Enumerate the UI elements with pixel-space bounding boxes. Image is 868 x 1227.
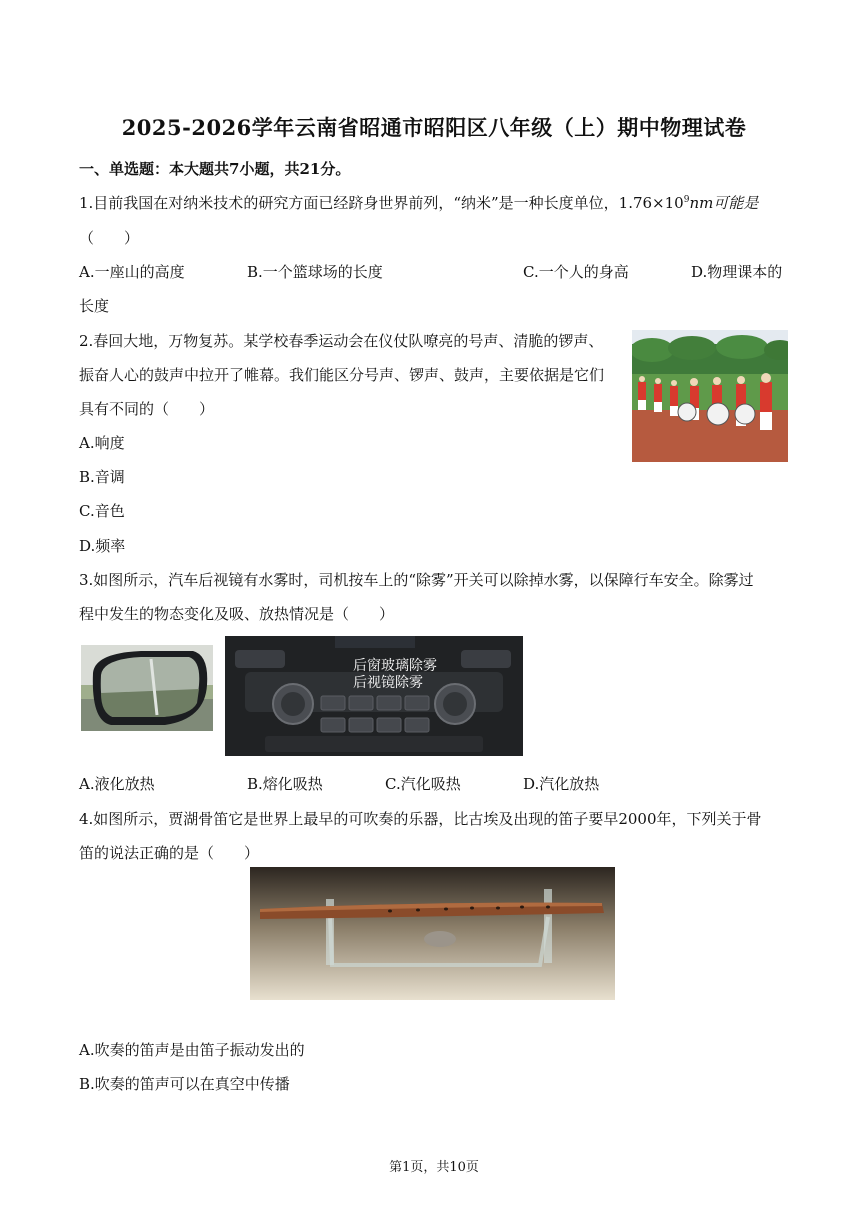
q4-stem-line1: 4.如图所示，贾湖骨笛它是世界上最早的可吹奏的乐器，比古埃及出现的笛子要早2000年，下列关于骨 <box>79 810 762 828</box>
bone-flute-photo <box>250 867 615 1000</box>
q1-option-d: D.物理课本的 <box>691 263 783 281</box>
q2-option-d: D.频率 <box>79 537 126 555</box>
q1-stem-b: nm可能是 <box>689 194 759 212</box>
panel-label-rear-window: 后窗玻璃除雾 <box>353 658 437 674</box>
q3-stem-line1: 3.如图所示，汽车后视镜有水雾时，司机按车上的“除雾”开关可以除掉水雾，以保障行车安全。除雾过 <box>79 571 754 589</box>
q3-option-a: A.液化放热 <box>79 775 155 793</box>
defog-panel-labels <box>353 658 437 692</box>
page-footer: 第1页，共10页 <box>389 1160 479 1175</box>
q3-stem-line2: 程中发生的物态变化及吸、放热情况是（ ） <box>79 605 395 623</box>
q1-stem-a: 1.目前我国在对纳米技术的研究方面已经跻身世界前列，“纳米”是一种长度单位，1.76×10 <box>79 194 684 212</box>
q1-paren: （ ） <box>79 229 140 247</box>
q2-option-a: A.响度 <box>79 434 125 452</box>
q3-option-d: D.汽化放热 <box>523 775 600 793</box>
q1-stem <box>79 192 758 214</box>
q1-option-a: A.一座山的高度 <box>79 263 185 281</box>
q2-stem-line1: 2.春回大地，万物复苏。某学校春季运动会在仪仗队嘹亮的号声、清脆的锣声、 <box>79 332 604 350</box>
side-mirror-photo <box>81 645 213 731</box>
parade-photo <box>632 330 788 462</box>
q2-option-c: C.音色 <box>79 502 125 520</box>
q4-option-b: B.吹奏的笛声可以在真空中传播 <box>79 1075 290 1093</box>
q1-exponent: 9 <box>683 195 690 205</box>
q4-stem-line2: 笛的说法正确的是（ ） <box>79 844 260 862</box>
page-title: 2025-2026学年云南省昭通市昭阳区八年级（上）期中物理试卷 <box>121 115 747 140</box>
q3-option-c: C.汽化吸热 <box>385 775 461 793</box>
panel-label-mirror: 后视镜除雾 <box>353 675 423 691</box>
q2-option-b: B.音调 <box>79 468 125 486</box>
q2-stem-line2: 振奋人心的鼓声中拉开了帷幕。我们能区分号声、锣声、鼓声，主要依据是它们 <box>79 366 605 384</box>
defog-panel-photo <box>225 636 523 756</box>
q4-option-a: A.吹奏的笛声是由笛子振动发出的 <box>79 1041 305 1059</box>
q2-stem-line3: 具有不同的（ ） <box>79 400 215 418</box>
q3-option-b: B.熔化吸热 <box>247 775 323 793</box>
q1-option-c: C.一个人的身高 <box>523 263 629 281</box>
q1-option-d-cont: 长度 <box>79 297 110 315</box>
q1-option-b: B.一个篮球场的长度 <box>247 263 383 281</box>
section-heading: 一、单选题：本大题共7小题，共21分。 <box>79 160 351 178</box>
